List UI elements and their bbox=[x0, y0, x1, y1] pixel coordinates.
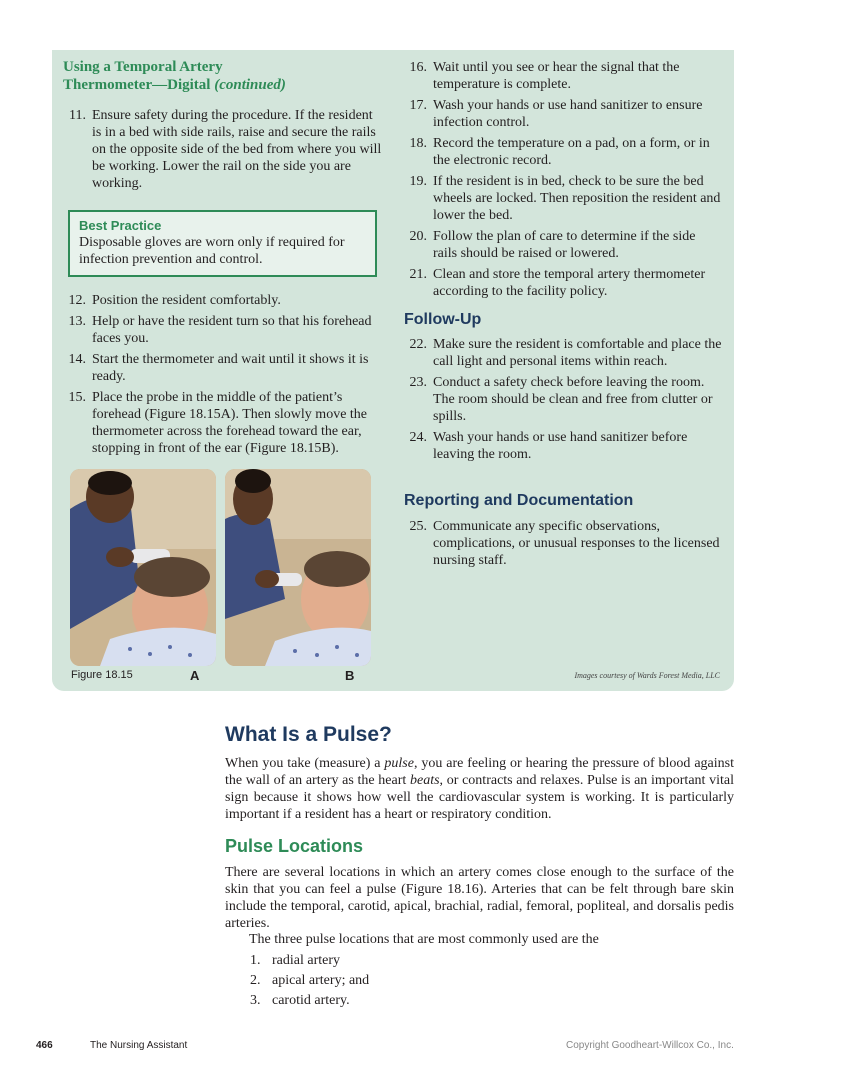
step-item bbox=[405, 374, 723, 425]
steps-right-a bbox=[405, 59, 723, 304]
step-number: 17. bbox=[409, 98, 427, 113]
step-number: 11. bbox=[69, 108, 86, 123]
figure-letter-a: A bbox=[190, 668, 200, 683]
step-item bbox=[405, 518, 723, 569]
step-text: Wash your hands or use hand sanitizer before leaving the room. bbox=[433, 430, 688, 462]
step-text: Position the resident comfortably. bbox=[92, 293, 281, 308]
step-text: Wait until you see or hear the signal that the temperature is complete. bbox=[433, 60, 680, 92]
step-item bbox=[64, 351, 382, 385]
term-beats: beats bbox=[409, 773, 440, 788]
step-number: 15. bbox=[68, 390, 86, 405]
steps-left-a bbox=[64, 107, 382, 196]
section-heading: What Is a Pulse? bbox=[225, 723, 392, 746]
para1-part-b: , you are feeling or hearing the pressure of blood against the wall of an artery as the heart bbox=[225, 756, 734, 788]
para1-part-c: , or contracts and relaxes. Pulse is an important vital sign because it shows how well the cardiovascular system is working. It is particularly important if a resident has a heart or respiratory condition. bbox=[225, 773, 734, 822]
step-item bbox=[64, 389, 382, 457]
figure-photo-b bbox=[225, 469, 371, 666]
page-number: 466 bbox=[36, 1040, 53, 1051]
step-text: Clean and store the temporal artery thermometer according to the facility policy. bbox=[433, 267, 706, 299]
step-text: Wash your hands or use hand sanitizer to ensure infection control. bbox=[433, 98, 703, 130]
step-text: Communicate any specific observations, complications, or unusual responses to the licensed nursing staff. bbox=[433, 519, 720, 568]
procedure-title-continued: (continued) bbox=[214, 77, 286, 93]
step-number: 23. bbox=[409, 375, 427, 390]
pulse-paragraph bbox=[225, 755, 734, 823]
list-text: radial artery bbox=[272, 953, 341, 968]
pulse-location-list bbox=[250, 951, 369, 1011]
copyright: Copyright Goodheart-Willcox Co., Inc. bbox=[566, 1040, 734, 1051]
step-text: Help or have the resident turn so that his forehead faces you. bbox=[92, 314, 372, 346]
figure-credit: Images courtesy of Wards Forest Media, LLC bbox=[574, 671, 720, 680]
step-item bbox=[405, 429, 723, 463]
list-number: 2. bbox=[250, 973, 261, 988]
step-item bbox=[64, 292, 382, 309]
step-number: 12. bbox=[68, 293, 86, 308]
step-text: Make sure the resident is comfortable and place the call light and personal items within reach. bbox=[433, 337, 722, 369]
step-number: 16. bbox=[409, 60, 427, 75]
step-text: Ensure safety during the procedure. If the resident is in a bed with side rails, raise and secure the rails on the opposite side of the bed from where you will be working. Lower the rail on the side you are working. bbox=[92, 108, 382, 191]
term-pulse: pulse bbox=[384, 756, 414, 771]
para1-part-a: When you take (measure) a bbox=[225, 756, 385, 771]
step-number: 13. bbox=[68, 314, 86, 329]
common-locations-paragraph: The three pulse locations that are most commonly used are the bbox=[249, 932, 599, 947]
list-text: apical artery; and bbox=[272, 973, 370, 988]
best-practice-text: Disposable gloves are worn only if required for infection prevention and control. bbox=[79, 235, 345, 267]
list-item bbox=[250, 971, 369, 991]
photo-b-illustration bbox=[225, 469, 371, 666]
step-number: 24. bbox=[409, 430, 427, 445]
step-text: Follow the plan of care to determine if the side rails should be raised or lowered. bbox=[433, 229, 696, 261]
step-number: 14. bbox=[68, 352, 86, 367]
step-text: Start the thermometer and wait until it shows it is ready. bbox=[92, 352, 369, 384]
figure-letter-b: B bbox=[345, 668, 355, 683]
step-number: 21. bbox=[409, 267, 427, 282]
step-item bbox=[405, 173, 723, 224]
procedure-title-line1: Using a Temporal Artery bbox=[63, 59, 223, 75]
step-number: 22. bbox=[409, 337, 427, 352]
list-item bbox=[250, 951, 369, 971]
book-title: The Nursing Assistant bbox=[90, 1040, 188, 1051]
step-number: 18. bbox=[409, 136, 427, 151]
list-text: carotid artery. bbox=[272, 993, 350, 1008]
step-text: Record the temperature on a pad, on a form, or in the electronic record. bbox=[433, 136, 710, 168]
locations-paragraph: There are several locations in which an artery comes close enough to the surface of the skin that you can feel a pulse (Figure 18.16). Arteries that can be felt through bare skin include the temporal, carotid, apical, brachial, radial, femoral, popliteal, and dorsalis pedis arteries. bbox=[225, 865, 734, 931]
steps-right-b bbox=[405, 336, 723, 467]
step-text: If the resident is in bed, check to be sure the bed wheels are locked. Then reposition the resident and lower the bed. bbox=[433, 174, 721, 223]
list-item bbox=[250, 991, 369, 1011]
figure-label: Figure 18.15 bbox=[71, 669, 133, 681]
list-number: 1. bbox=[250, 953, 261, 968]
step-item bbox=[405, 336, 723, 370]
step-number: 25. bbox=[409, 519, 427, 534]
list-number: 3. bbox=[250, 993, 261, 1008]
step-number: 19. bbox=[409, 174, 427, 189]
step-text: Place the probe in the middle of the patient’s forehead (Figure 18.15A). Then slowly move the thermometer across the forehead toward the ear, stopping in front of the ear (Figure 18.15B). bbox=[92, 390, 368, 456]
figure-photo-a bbox=[70, 469, 216, 666]
steps-right-c bbox=[405, 518, 723, 573]
subsection-heading: Pulse Locations bbox=[225, 836, 364, 856]
step-item bbox=[64, 107, 382, 192]
step-item bbox=[405, 97, 723, 131]
procedure-title-line2: Thermometer—Digital bbox=[63, 77, 211, 93]
best-practice-box bbox=[68, 210, 377, 277]
reporting-heading: Reporting and Documentation bbox=[404, 492, 634, 509]
step-text: Conduct a safety check before leaving the room. The room should be clean and free from clutter or spills. bbox=[433, 375, 713, 424]
step-item bbox=[405, 228, 723, 262]
photo-a-illustration bbox=[70, 469, 216, 666]
follow-up-heading: Follow-Up bbox=[404, 311, 482, 328]
step-number: 20. bbox=[409, 229, 427, 244]
procedure-title bbox=[63, 58, 393, 94]
step-item bbox=[405, 135, 723, 169]
step-item bbox=[405, 266, 723, 300]
step-item bbox=[64, 313, 382, 347]
best-practice-title: Best Practice bbox=[79, 218, 162, 233]
steps-left-b bbox=[64, 292, 382, 461]
step-item bbox=[405, 59, 723, 93]
